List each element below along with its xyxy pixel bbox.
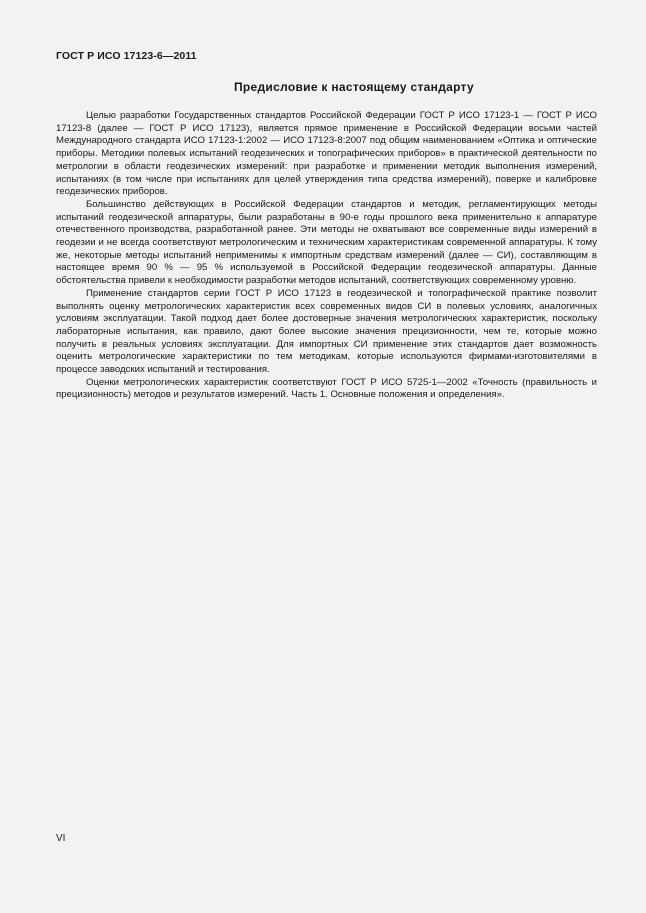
page-title: Предисловие к настоящему стандарту — [233, 80, 475, 94]
paragraph: Применение стандартов серии ГОСТ Р ИСО 17123 в геодезической и топографической практике позволит выполнять оценку метрологических характеристик всех современных видов СИ в полевых условиях, аналогичных условиям эксплуатации. Такой подход дает более достоверные значения метрологических характеристик, поскольку лабораторные испытания, как правило, дают более высокие значения прецизионности, чем те, которые можно получить в реальных условиях эксплуатации. Для импортных СИ применение этих стандартов дает возможность оценить метрологические характеристики по тем методикам, которые используются фирмами-изготовителями в процессе заводских испытаний и тестирования. — [56, 287, 597, 376]
document-body — [56, 110, 597, 402]
paragraph: Большинство действующих в Российской Федерации стандартов и методик, регламентирующих методы испытаний геодезической аппаратуры, были разработаны в 90-е годы прошлого века применительно к аппаратуре отечественного производства, разработанной ранее. Эти методы не охватывают все современные виды измерений в геодезии и не всегда соответствуют метрологическим и техническим характеристикам современной аппаратуры. К тому же, некоторые методы испытаний неприменимы к импортным средствам измерений (далее — СИ), составляющим в настоящее время 90 % — 95 % используемой в Российской Федерации геодезической аппаратуры. Данные обстоятельства привели к необходимости разработки методов испытаний, соответствующих современному уровню. — [56, 198, 597, 287]
paragraph: Оценки метрологических характеристик соответствуют ГОСТ Р ИСО 5725-1—2002 «Точность (правильность и прецизионность) методов и результатов измерений. Часть 1. Основные положения и определения». — [56, 376, 597, 401]
page-number: VI — [56, 833, 66, 844]
paragraph: Целью разработки Государственных стандартов Российской Федерации ГОСТ Р ИСО 17123-1 — ГОСТ Р ИСО 17123-8 (далее — ГОСТ Р ИСО 17123), является прямое применение в Российской Федерации восьми частей Международного стандарта ИСО 17123-1:2002 — ИСО 17123-8:2007 под общим наименованием «Оптика и оптические приборы. Методики полевых испытаний геодезических и топографических приборов» в практической деятельности по метрологии в области геодезических измерений: при разработке и применении методик выполнения измерений, испытаниях (в том числе при испытаниях для целей утверждения типа средства измерений), поверке и калибровке геодезических приборов. — [56, 110, 597, 198]
document-header: ГОСТ Р ИСО 17123-6—2011 — [56, 50, 197, 62]
